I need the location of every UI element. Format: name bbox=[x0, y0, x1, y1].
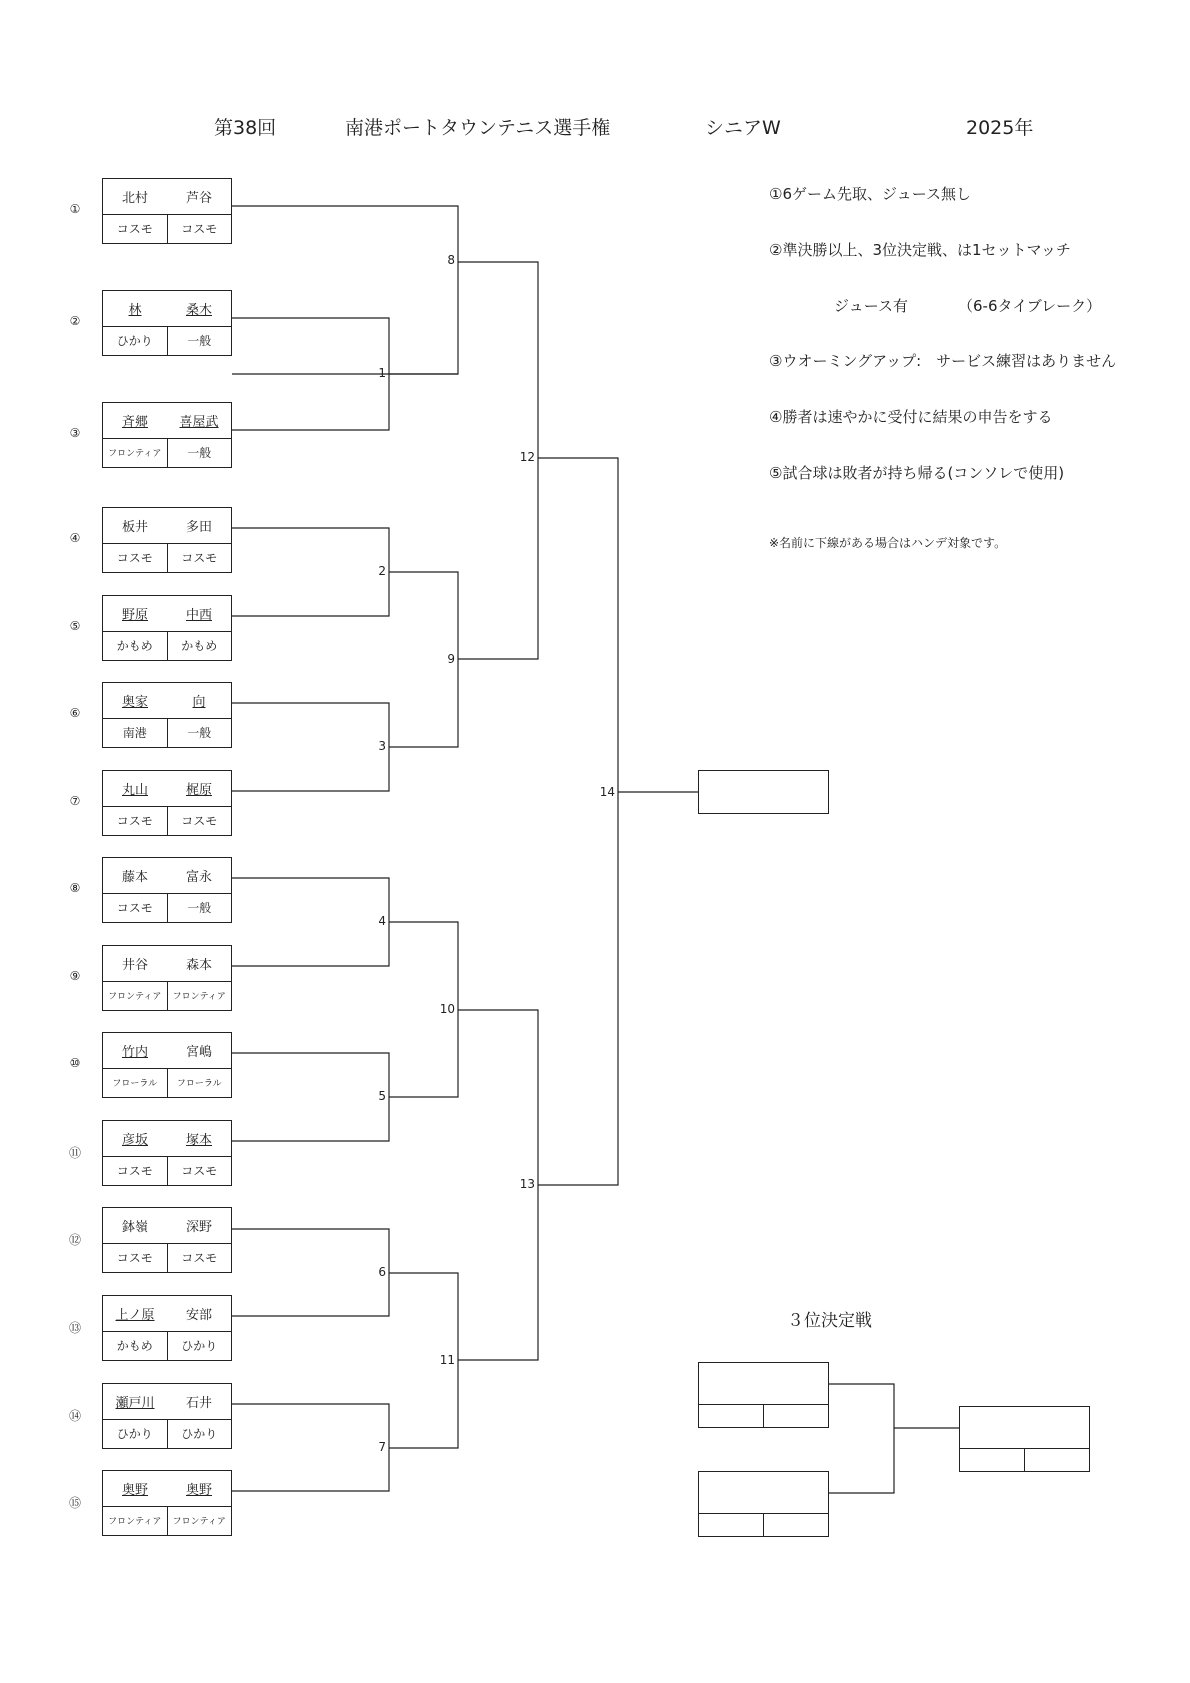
bracket-line bbox=[232, 206, 458, 374]
tournament-title: 南港ポートタウンテニス選手権 bbox=[345, 117, 611, 139]
match-number: 9 bbox=[447, 652, 455, 666]
seed-number: ④ bbox=[69, 531, 81, 545]
player-1-club: ひかり bbox=[116, 334, 153, 349]
note-5: ⑤試合球は敗者が持ち帰る(コンソレで使用) bbox=[769, 464, 1065, 482]
team-entry bbox=[102, 1295, 232, 1361]
player-1-name: 林 bbox=[128, 302, 142, 318]
team-entry bbox=[102, 507, 232, 573]
player-2-club: フロンティア bbox=[167, 1507, 232, 1535]
team-entry bbox=[102, 178, 232, 244]
player-2-club: フロンティア bbox=[167, 982, 232, 1010]
player-2-club: コスモ bbox=[167, 1244, 232, 1272]
note-3: ③ウオーミングアップ: サービス練習はありません bbox=[769, 352, 1117, 370]
player-1-club: コスモ bbox=[116, 814, 153, 829]
player-2-club: 一般 bbox=[167, 894, 232, 922]
player-2-name: 多田 bbox=[185, 519, 212, 535]
player-1-club: コスモ bbox=[116, 222, 153, 237]
team-entry bbox=[102, 290, 232, 356]
player-2-club: コスモ bbox=[167, 544, 232, 572]
player-2-name: 梶原 bbox=[185, 782, 212, 798]
third-place-slot-a bbox=[698, 1362, 829, 1428]
player-1-name: 上ノ原 bbox=[115, 1307, 155, 1323]
player-2-name: 喜屋武 bbox=[179, 414, 219, 430]
player-1-club: かもめ bbox=[116, 1339, 153, 1354]
seed-number: ⑩ bbox=[69, 1056, 81, 1070]
player-1-name: 彦坂 bbox=[121, 1132, 148, 1148]
player-clubs bbox=[103, 326, 231, 355]
player-1-club: かもめ bbox=[116, 639, 153, 654]
player-names bbox=[103, 291, 231, 326]
player-1-club: フローラル bbox=[112, 1079, 158, 1090]
team-entry bbox=[102, 595, 232, 661]
match-number: 13 bbox=[519, 1177, 535, 1191]
player-clubs bbox=[103, 1156, 231, 1185]
player-2-club: 一般 bbox=[167, 719, 232, 747]
team-entry bbox=[102, 402, 232, 468]
match-number: 8 bbox=[447, 253, 455, 267]
player-names bbox=[103, 683, 231, 718]
third-place-winner bbox=[959, 1406, 1090, 1472]
player-names bbox=[103, 946, 231, 981]
match-number: 1 bbox=[378, 366, 386, 380]
player-clubs bbox=[103, 1243, 231, 1272]
team-entry bbox=[102, 945, 232, 1011]
team-entry bbox=[102, 1120, 232, 1186]
player-2-name: 芦谷 bbox=[185, 190, 212, 206]
player-1-club: フロンティア bbox=[108, 449, 162, 460]
third-place-clubs bbox=[960, 1448, 1089, 1471]
bracket-line bbox=[829, 1384, 894, 1493]
player-2-name: 宮嶋 bbox=[185, 1044, 212, 1060]
match-number: 4 bbox=[378, 914, 386, 928]
player-2-club: かもめ bbox=[167, 632, 232, 660]
seed-number: ⑪ bbox=[68, 1146, 81, 1160]
player-1-club: ひかり bbox=[116, 1427, 153, 1442]
third-place-clubs bbox=[699, 1513, 828, 1536]
seed-number: ② bbox=[69, 314, 81, 328]
player-2-name: 深野 bbox=[185, 1219, 212, 1235]
seed-number: ⑧ bbox=[69, 881, 81, 895]
note-4: ④勝者は速やかに受付に結果の申告をする bbox=[769, 408, 1053, 426]
player-names bbox=[103, 1296, 231, 1331]
match-number: 10 bbox=[439, 1002, 455, 1016]
player-1-club: 南港 bbox=[122, 726, 147, 741]
player-clubs bbox=[103, 438, 231, 467]
player-1-club: フロンティア bbox=[108, 1517, 162, 1528]
match-number: 5 bbox=[378, 1089, 386, 1103]
player-2-club: 一般 bbox=[167, 327, 232, 355]
player-2-club: 一般 bbox=[167, 439, 232, 467]
team-entry bbox=[102, 1032, 232, 1098]
player-2-name: 森本 bbox=[185, 957, 212, 973]
match-number: 11 bbox=[439, 1353, 455, 1367]
team-entry bbox=[102, 857, 232, 923]
player-1-club: フロンティア bbox=[108, 992, 162, 1003]
note-2-deuce: ジュース有 bbox=[834, 297, 908, 315]
seed-number: ⑫ bbox=[68, 1233, 81, 1247]
match-number: 12 bbox=[519, 450, 535, 464]
player-2-name: 富永 bbox=[185, 869, 212, 885]
seed-number: ⑥ bbox=[69, 706, 81, 720]
team-entry bbox=[102, 1207, 232, 1273]
seed-number: ③ bbox=[69, 426, 81, 440]
player-2-club: フローラル bbox=[167, 1069, 232, 1097]
bracket-line bbox=[538, 458, 618, 1185]
seed-number: ⑤ bbox=[69, 619, 81, 633]
player-clubs bbox=[103, 543, 231, 572]
player-names bbox=[103, 1471, 231, 1506]
seed-number: ⑭ bbox=[68, 1409, 81, 1423]
team-entry bbox=[102, 1383, 232, 1449]
player-names bbox=[103, 596, 231, 631]
player-clubs bbox=[103, 1506, 231, 1535]
player-1-name: 板井 bbox=[121, 519, 148, 535]
player-names bbox=[103, 858, 231, 893]
player-2-name: 安部 bbox=[185, 1307, 212, 1323]
player-1-club: コスモ bbox=[116, 551, 153, 566]
player-clubs bbox=[103, 1331, 231, 1360]
player-names bbox=[103, 1033, 231, 1068]
player-1-name: 瀬戸川 bbox=[115, 1395, 155, 1411]
player-1-club: コスモ bbox=[116, 1164, 153, 1179]
player-names bbox=[103, 771, 231, 806]
player-2-name: 石井 bbox=[185, 1395, 212, 1411]
note-1: ①6ゲーム先取、ジュース無し bbox=[769, 185, 971, 203]
team-entry bbox=[102, 770, 232, 836]
handicap-note: ※名前に下線がある場合はハンデ対象です。 bbox=[769, 536, 1007, 550]
match-number: 7 bbox=[378, 1440, 386, 1454]
team-entry bbox=[102, 682, 232, 748]
player-names bbox=[103, 179, 231, 214]
team-entry bbox=[102, 1470, 232, 1536]
match-number: 14 bbox=[599, 785, 615, 799]
player-clubs bbox=[103, 718, 231, 747]
seed-number: ⑮ bbox=[68, 1496, 81, 1510]
note-2-tiebreak: （6-6タイブレーク） bbox=[958, 297, 1102, 315]
match-number: 2 bbox=[378, 564, 386, 578]
note-2: ②準決勝以上、3位決定戦、は1セットマッチ bbox=[769, 241, 1071, 259]
player-2-club: コスモ bbox=[167, 215, 232, 243]
player-names bbox=[103, 1121, 231, 1156]
player-2-name: 向 bbox=[192, 694, 206, 710]
seed-number: ⑬ bbox=[68, 1321, 81, 1335]
player-1-name: 北村 bbox=[121, 190, 148, 206]
player-1-name: 斉郷 bbox=[121, 414, 148, 430]
player-names bbox=[103, 403, 231, 438]
player-names bbox=[103, 1208, 231, 1243]
player-clubs bbox=[103, 893, 231, 922]
category-label: シニアW bbox=[705, 117, 781, 139]
player-1-name: 鉢嶺 bbox=[121, 1219, 148, 1235]
player-clubs bbox=[103, 214, 231, 243]
player-names bbox=[103, 508, 231, 543]
player-clubs bbox=[103, 1068, 231, 1097]
match-number: 6 bbox=[378, 1265, 386, 1279]
player-clubs bbox=[103, 1419, 231, 1448]
edition-label: 第38回 bbox=[214, 117, 277, 139]
player-1-name: 奥野 bbox=[121, 1482, 148, 1498]
third-place-clubs bbox=[699, 1404, 828, 1427]
third-place-slot-b bbox=[698, 1471, 829, 1537]
player-2-club: コスモ bbox=[167, 807, 232, 835]
third-place-title: ３位決定戦 bbox=[787, 1311, 872, 1331]
player-1-name: 丸山 bbox=[121, 782, 148, 798]
player-names bbox=[103, 1384, 231, 1419]
player-2-club: ひかり bbox=[167, 1420, 232, 1448]
player-1-name: 奥家 bbox=[121, 694, 148, 710]
match-number: 3 bbox=[378, 739, 386, 753]
player-2-club: コスモ bbox=[167, 1157, 232, 1185]
player-clubs bbox=[103, 981, 231, 1010]
player-1-name: 野原 bbox=[121, 607, 148, 623]
champion-box bbox=[698, 770, 829, 814]
player-2-name: 奥野 bbox=[185, 1482, 212, 1498]
seed-number: ⑨ bbox=[69, 969, 81, 983]
seed-number: ⑦ bbox=[69, 794, 81, 808]
player-2-name: 塚本 bbox=[185, 1132, 212, 1148]
player-2-club: ひかり bbox=[167, 1332, 232, 1360]
player-clubs bbox=[103, 631, 231, 660]
player-1-club: コスモ bbox=[116, 901, 153, 916]
seed-number: ① bbox=[69, 202, 81, 216]
player-2-name: 桑木 bbox=[185, 302, 212, 318]
player-1-name: 井谷 bbox=[121, 957, 148, 973]
player-2-name: 中西 bbox=[185, 607, 212, 623]
player-1-club: コスモ bbox=[116, 1251, 153, 1266]
player-1-name: 藤本 bbox=[121, 869, 148, 885]
year-label: 2025年 bbox=[966, 117, 1034, 139]
player-1-name: 竹内 bbox=[121, 1044, 148, 1060]
player-clubs bbox=[103, 806, 231, 835]
